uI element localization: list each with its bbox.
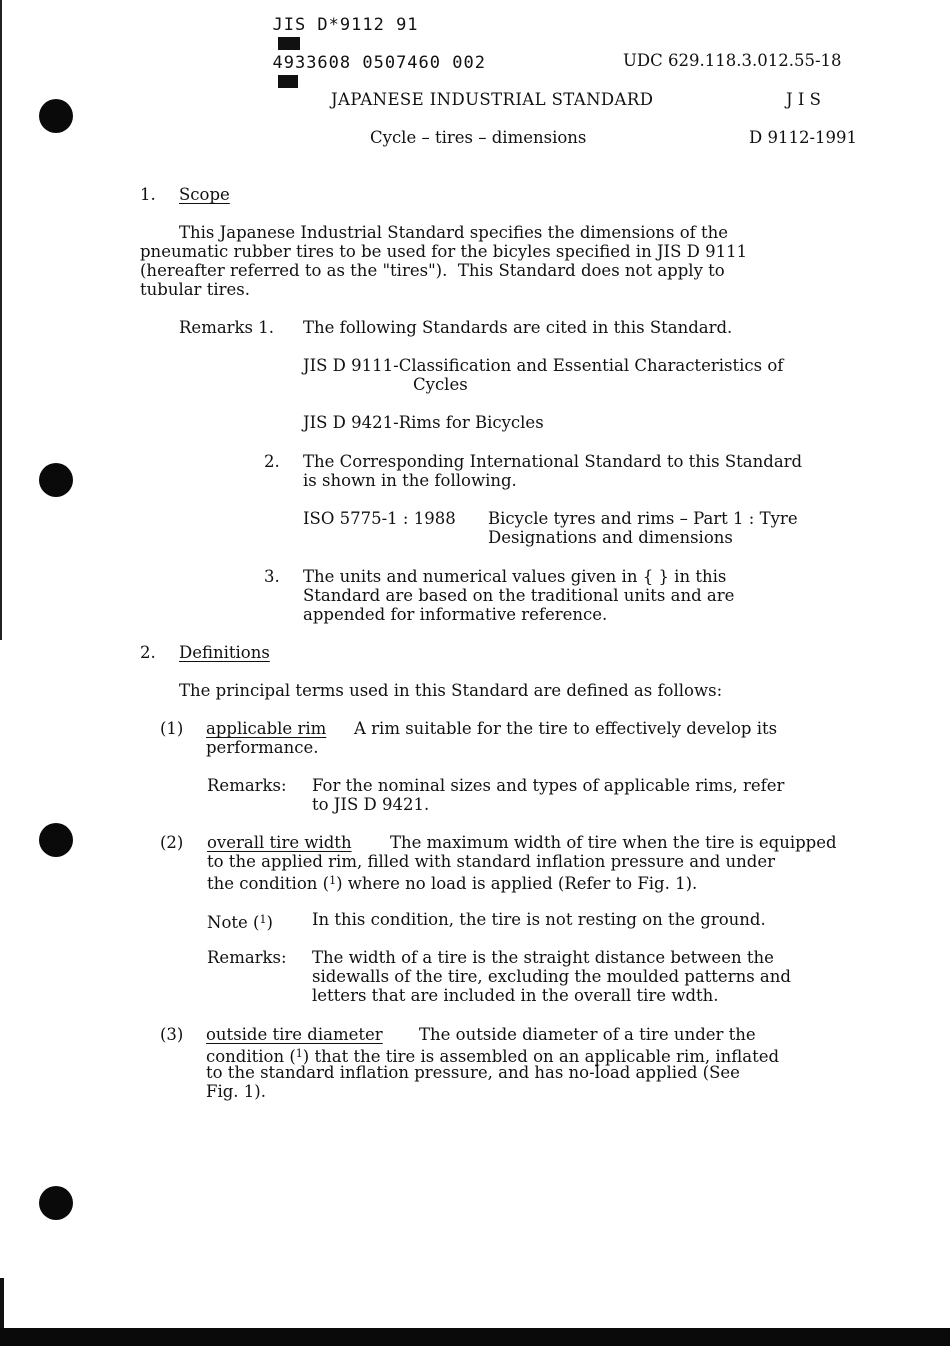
definition-2-term: overall tire width [207,833,352,852]
section-heading-definitions: Definitions [179,643,270,662]
definition-3-text: The outside diameter of a tire under the [419,1025,756,1044]
definitions-intro: The principal terms used in this Standard are defined as follows: [179,681,723,700]
def3-text-a: condition ( [206,1047,296,1066]
cited-standard-1-cont: Cycles [413,375,468,394]
stamp-block [278,75,298,88]
iso-standard-title-cont: Designations and dimensions [488,528,733,547]
remark-3-text: The units and numerical values given in { } in this [303,567,727,586]
definition-3-number: (3) [160,1025,184,1044]
definition-3-text-cont: to the standard inflation pressure, and has no-load applied (See [206,1063,740,1082]
definition-2-text-cont: to the applied rim, filled with standard inflation pressure and under [207,852,776,871]
definition-1-text-cont: performance. [206,738,319,757]
definition-2-remarks-text: The width of a tire is the straight distance between the [312,948,774,967]
scope-para-line: tubular tires. [140,280,250,299]
def3-text-b: ) that the tire is assembled on an applicable rim, inflated [302,1047,780,1066]
scan-left-edge [0,0,2,640]
footnote-ref: 1 [295,1047,303,1060]
remark-2-text: The Corresponding International Standard to this Standard [303,452,803,471]
cited-standard-1: JIS D 9111-Classification and Essential Characteristics of [303,356,784,375]
udc-code: UDC 629.118.3.012.55-18 [623,51,842,70]
remark-2-text: is shown in the following. [303,471,517,490]
definition-3-text-cont: Fig. 1). [206,1082,266,1101]
def2-text-a: the condition ( [207,874,330,893]
footnote-ref: 1 [329,874,337,887]
definition-1-remarks-text: to JIS D 9421. [312,795,430,814]
section-number: 1. [140,185,156,204]
jis-mark: J I S [786,90,821,109]
note-label [207,910,273,932]
definition-2-number: (2) [160,833,184,852]
iso-standard-id: ISO 5775-1 : 1988 [303,509,456,528]
definition-3-term: outside tire diameter [206,1025,383,1044]
section-number: 2. [140,643,156,662]
note-label-b: ) [266,913,273,932]
definition-1-number: (1) [160,719,184,738]
definition-1-remarks-text: For the nominal sizes and types of applicable rims, refer [312,776,785,795]
punch-hole [39,463,73,497]
remark-3-number: 3. [264,567,280,586]
def2-text-b: ) where no load is applied (Refer to Fig. 1). [336,874,698,893]
scan-bottom-bar [0,1328,950,1346]
definition-1-text: A rim suitable for the tire to effectively develop its [354,719,778,738]
note-footnote-ref: 1 [259,913,267,926]
standard-name: JAPANESE INDUSTRIAL STANDARD [331,90,654,109]
definition-2-remarks-label: Remarks: [207,948,287,967]
scope-para-line: pneumatic rubber tires to be used for the bicyles specified in JIS D 9111 [140,242,748,261]
remark-3-text: Standard are based on the traditional units and are [303,586,735,605]
definition-2-remarks-text: letters that are included in the overall tire wdth. [312,986,719,1005]
definition-1-remarks-label: Remarks: [207,776,287,795]
definition-2-text: The maximum width of tire when the tire is equipped [390,833,837,852]
section-heading-scope: Scope [179,185,230,204]
document-title: Cycle – tires – dimensions [370,128,587,147]
stamp-left: JIS D*9112 91 [272,15,419,35]
definition-2-text-cont [207,871,697,893]
header-stamp [250,0,486,92]
stamp-right: 4933608 0507460 002 [272,53,486,73]
note-label-a: Note ( [207,913,260,932]
punch-hole [39,1186,73,1220]
note-text: In this condition, the tire is not resting on the ground. [312,910,766,929]
cited-standard-2: JIS D 9421-Rims for Bicycles [303,413,544,432]
definition-1-term: applicable rim [206,719,327,738]
remark-3-text: appended for informative reference. [303,605,608,624]
iso-standard-title: Bicycle tyres and rims – Part 1 : Tyre [488,509,798,528]
remark-1-text: The following Standards are cited in this Standard. [303,318,733,337]
remark-2-number: 2. [264,452,280,471]
remarks-label: Remarks 1. [179,318,275,337]
scope-para-line: This Japanese Industrial Standard specifies the dimensions of the [179,223,729,242]
document-number: D 9112-1991 [749,128,858,147]
stamp-block [278,37,300,50]
punch-hole [39,823,73,857]
definition-2-remarks-text: sidewalls of the tire, excluding the moulded patterns and [312,967,791,986]
scope-para-line: (hereafter referred to as the "tires"). This Standard does not apply to [140,261,725,280]
punch-hole [39,99,73,133]
